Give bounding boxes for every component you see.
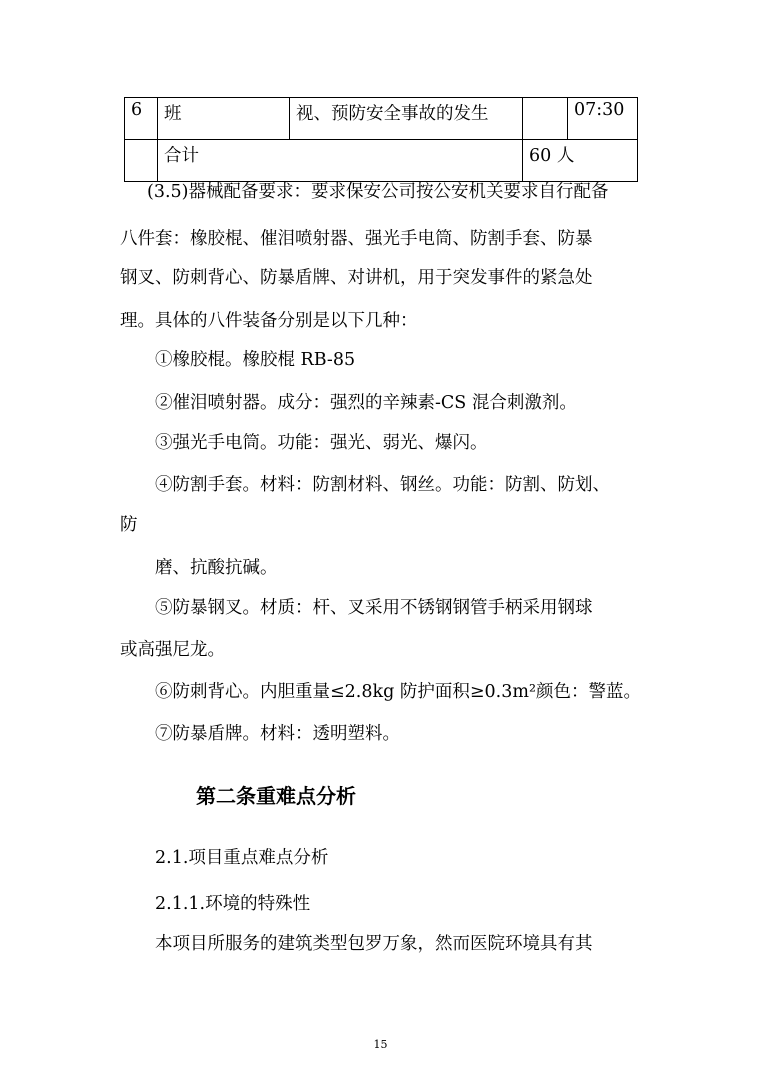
table-row (125, 98, 638, 140)
section-heading: 第二条重难点分析 (196, 784, 356, 808)
table-cell: 60 人 (523, 140, 638, 182)
table-cell (523, 98, 568, 140)
list-item: ②催泪喷射器。成分：强烈的辛辣素-CS 混合刺激剂。 (155, 393, 577, 413)
list-item: ④防割手套。材料：防割材料、钢丝。功能：防割、防划、 (155, 475, 610, 495)
list-item: ①橡胶棍。橡胶棍 RB-85 (155, 350, 356, 370)
staffing-table (124, 97, 638, 182)
table-cell (125, 140, 158, 182)
table-row (125, 140, 638, 182)
paragraph-line: 本项目所服务的建筑类型包罗万象，然而医院环境具有其 (155, 934, 593, 954)
paragraph-line: 或高强尼龙。 (120, 640, 225, 660)
paragraph-line: 理。具体的八件装备分别是以下几种： (120, 311, 418, 331)
list-item: ③强光手电筒。功能：强光、弱光、爆闪。 (155, 433, 488, 453)
paragraph-line: 八件套：橡胶棍、催泪喷射器、强光手电筒、防割手套、防暴 (120, 229, 593, 249)
table-cell: 班 (158, 98, 290, 140)
paragraph-line: 磨、抗酸抗碱。 (155, 558, 278, 578)
list-item: ⑥防刺背心。内胆重量≤2.8kg 防护面积≥0.3m²颜色：警蓝。 (155, 682, 641, 702)
paragraph-line: (3.5)器械配备要求：要求保安公司按公安机关要求自行配备 (147, 182, 609, 202)
list-item: ⑤防暴钢叉。材质：杆、叉采用不锈钢钢管手柄采用钢球 (155, 598, 593, 618)
list-item: ⑦防暴盾牌。材料：透明塑料。 (155, 724, 400, 744)
paragraph-line: 防 (120, 515, 138, 535)
table-cell: 6 (125, 98, 158, 140)
subsection-heading: 2.1.项目重点难点分析 (155, 848, 329, 868)
page-number: 15 (373, 1038, 388, 1051)
subsection-heading: 2.1.1.环境的特殊性 (155, 894, 311, 914)
table-cell: 07:30 (568, 98, 638, 140)
table-cell: 合计 (158, 140, 523, 182)
paragraph-line: 钢叉、防刺背心、防暴盾牌、对讲机，用于突发事件的紧急处 (120, 268, 593, 288)
table-cell: 视、预防安全事故的发生 (290, 98, 523, 140)
